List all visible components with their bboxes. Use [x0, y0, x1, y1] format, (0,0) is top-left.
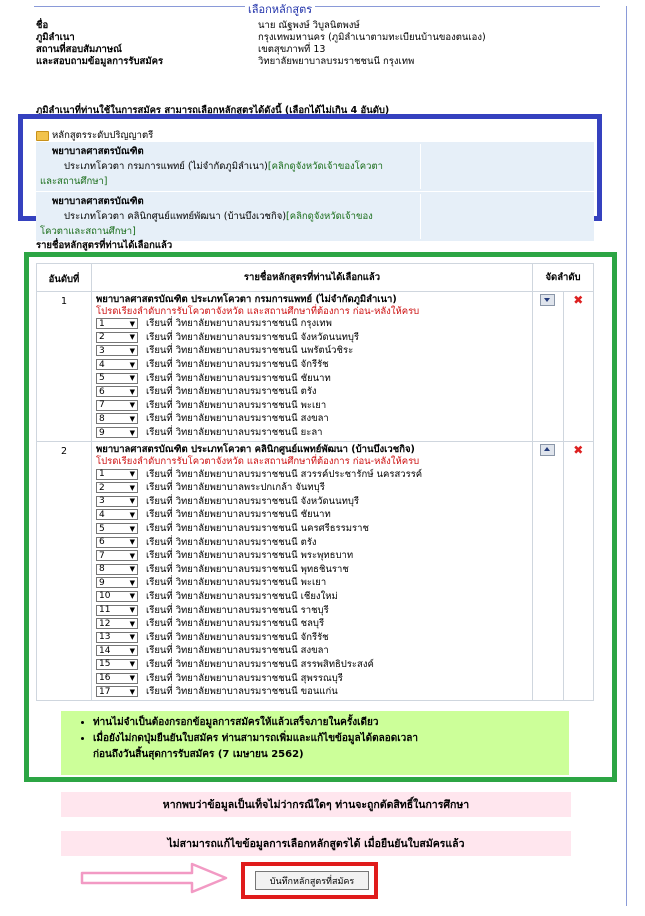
- order-select[interactable]: [96, 413, 138, 424]
- order-select-value: 16: [99, 673, 111, 684]
- college-name: เรียนที่ วิทยาลัยพยาบาลบรมราชชนนี สงขลา: [146, 413, 329, 425]
- available-program-action: [420, 194, 590, 239]
- fieldset-legend: เลือกหลักสูตร: [245, 0, 315, 18]
- note-item: • เมื่อยังไม่กดปุ่มยืนยันใบสมัคร ท่านสามารถเพิ่มและแก้ไขข้อมูลได้ตลอดเวลา: [93, 731, 569, 747]
- order-select[interactable]: [96, 373, 138, 384]
- college-option: [96, 685, 528, 699]
- order-select[interactable]: [96, 577, 138, 588]
- order-select-value: 8: [99, 564, 105, 575]
- chevron-down-icon: ▼: [129, 687, 135, 696]
- choice-detail: [92, 442, 533, 701]
- pointer-arrow-icon: [80, 862, 230, 894]
- college-option: [96, 358, 528, 372]
- college-name: เรียนที่ วิทยาลัยพยาบาลบรมราชชนนี จังหวัดนนทบุรี: [146, 495, 360, 507]
- order-select[interactable]: [96, 427, 138, 438]
- program-quota: ประเภทโควตา กรมการแพทย์ (ไม่จำกัดภูมิลำเนา): [64, 161, 268, 172]
- no-edit-warning: ไม่สามารถแก้ไขข้อมูลการเลือกหลักสูตรได้ เมื่อยืนยันใบสมัครแล้ว: [61, 831, 571, 856]
- program-title: พยาบาลศาสตรบัณฑิต: [52, 146, 144, 157]
- available-program: [36, 142, 594, 192]
- note-item: • ท่านไม่จำเป็นต้องกรอกข้อมูลการสมัครให้แล้วเสร็จภายในครั้งเดียว: [93, 715, 569, 731]
- available-program-info: [40, 144, 420, 189]
- order-select[interactable]: [96, 537, 138, 548]
- college-name: เรียนที่ วิทยาลัยพยาบาลบรมราชชนนี ชลบุรี: [146, 618, 325, 630]
- deadline-note: ก่อนถึงวันสิ้นสุดการรับสมัคร (7 เมษายน 2562): [93, 749, 304, 760]
- chevron-down-icon: ▼: [129, 483, 135, 492]
- order-select-value: 15: [99, 659, 111, 670]
- false-info-warning: หากพบว่าข้อมูลเป็นเท็จไม่ว่ากรณีใดๆ ท่านจะถูกตัดสิทธิ์ในการศึกษา: [61, 792, 571, 817]
- degree-label: หลักสูตรระดับปริญญาตรี: [52, 130, 154, 141]
- order-select-value: 9: [99, 427, 105, 438]
- quota-province-link[interactable]: [คลิกดูจังหวัดเจ้าของ: [286, 211, 373, 222]
- program-desc-cont: [40, 224, 420, 239]
- quota-province-link-cont[interactable]: โควตาและสถานศึกษา]: [40, 226, 136, 237]
- chevron-down-icon: ▼: [129, 374, 135, 383]
- chevron-down-icon: ▼: [129, 538, 135, 547]
- order-select-value: 3: [99, 345, 105, 356]
- info-row-name: [36, 20, 596, 32]
- order-select-value: 3: [99, 496, 105, 507]
- order-select-value: 5: [99, 373, 105, 384]
- order-select[interactable]: [96, 345, 138, 356]
- order-select-value: 5: [99, 523, 105, 534]
- order-select-value: 4: [99, 359, 105, 370]
- available-program: [36, 192, 594, 242]
- college-option: [96, 630, 528, 644]
- college-option: [96, 563, 528, 577]
- college-option: [96, 331, 528, 345]
- chevron-down-icon: ▼: [129, 319, 135, 328]
- college-name: เรียนที่ วิทยาลัยพยาบาลบรมราชชนนี สุพรรณบุรี: [146, 672, 343, 684]
- college-option: [96, 399, 528, 413]
- order-select-value: 13: [99, 632, 111, 643]
- header-name: รายชื่อหลักสูตรที่ท่านได้เลือกแล้ว: [92, 264, 533, 292]
- college-name: เรียนที่ วิทยาลัยพยาบาลบรมราชชนนี นพรัตน์วชิระ: [146, 345, 354, 357]
- college-name: เรียนที่ วิทยาลัยพยาบาลบรมราชชนนี กรุงเทพ: [146, 318, 332, 330]
- order-select[interactable]: [96, 618, 138, 629]
- info-value: เขตสุขภาพที่ 13: [258, 44, 326, 55]
- college-option: [96, 481, 528, 495]
- info-value: กรุงเทพมหานคร (ภูมิลำเนาตามทะเบียนบ้านของตนเอง): [258, 32, 486, 43]
- move-cell: [533, 292, 564, 442]
- order-select-value: 12: [99, 618, 111, 629]
- chevron-down-icon: ▼: [129, 524, 135, 533]
- college-name: เรียนที่ วิทยาลัยพยาบาลพระปกเกล้า จันทบุรี: [146, 482, 325, 494]
- order-select-value: 2: [99, 332, 105, 343]
- chevron-down-icon: ▼: [129, 619, 135, 628]
- college-option: [96, 467, 528, 481]
- chevron-down-icon: ▼: [129, 428, 135, 437]
- chevron-down-icon: ▼: [129, 401, 135, 410]
- college-option: [96, 317, 528, 331]
- delete-cell: [563, 442, 594, 701]
- order-select-value: 10: [99, 591, 111, 602]
- order-select-value: 14: [99, 645, 111, 656]
- quota-province-link-cont[interactable]: และสถานศึกษา]: [40, 176, 108, 187]
- selection-description: ภูมิลำเนาที่ท่านใช้ในการสมัคร สามารถเลือกหลักสูตรได้ดังนี้ (เลือกได้ไม่เกิน 4 อันดับ): [36, 105, 390, 116]
- program-desc-cont: [40, 174, 420, 189]
- college-name: เรียนที่ วิทยาลัยพยาบาลบรมราชชนนี นครศรีธรรมราช: [146, 523, 369, 535]
- college-name: เรียนที่ วิทยาลัยพยาบาลบรมราชชนนี จักรีรัช: [146, 631, 329, 643]
- order-select-value: 9: [99, 577, 105, 588]
- order-select-value: 6: [99, 386, 105, 397]
- college-option: [96, 426, 528, 440]
- college-option: [96, 658, 528, 672]
- college-option: [96, 549, 528, 563]
- available-program-action: [420, 144, 590, 189]
- order-select[interactable]: [96, 673, 138, 684]
- degree-heading: [36, 128, 153, 143]
- choice-program-name: พยาบาลศาสตรบัณฑิต ประเภทโควตา คลินิกศูนย์แพทย์พัฒนา (บ้านบึงเวชกิจ): [96, 444, 415, 456]
- order-select[interactable]: [96, 645, 138, 656]
- college-option: [96, 617, 528, 631]
- chevron-down-icon: ▼: [129, 592, 135, 601]
- order-select[interactable]: [96, 482, 138, 493]
- program-desc: [40, 209, 420, 224]
- choice-rank: 1: [37, 292, 92, 442]
- college-name: เรียนที่ วิทยาลัยพยาบาลบรมราชชนนี พระพุทธบาท: [146, 550, 354, 562]
- college-name: เรียนที่ วิทยาลัยพยาบาลบรมราชชนนี พะเยา: [146, 577, 327, 589]
- order-select[interactable]: [96, 359, 138, 370]
- order-select-value: 4: [99, 509, 105, 520]
- college-name: เรียนที่ วิทยาลัยพยาบาลบรมราชชนนี พะเยา: [146, 399, 327, 411]
- chevron-down-icon: ▼: [129, 346, 135, 355]
- save-programs-button[interactable]: บันทึกหลักสูตรที่สมัคร: [255, 871, 369, 890]
- program-desc: [40, 159, 420, 174]
- available-programs-table: [36, 142, 594, 242]
- header-rank: อันดับที่: [37, 264, 92, 292]
- chevron-down-icon: ▼: [129, 470, 135, 479]
- chevron-down-icon: ▼: [129, 646, 135, 655]
- order-select-value: 17: [99, 686, 111, 697]
- arrow-up-icon: [544, 447, 550, 451]
- info-notes: [61, 711, 569, 775]
- order-select-value: 1: [99, 318, 105, 329]
- move-up-button[interactable]: [540, 444, 555, 456]
- college-option: [96, 522, 528, 536]
- chevron-down-icon: ▼: [129, 414, 135, 423]
- order-select-value: 7: [99, 400, 105, 411]
- selected-list-title: รายชื่อหลักสูตรที่ท่านได้เลือกแล้ว: [36, 240, 173, 251]
- chevron-down-icon: ▼: [129, 333, 135, 342]
- college-name: เรียนที่ วิทยาลัยพยาบาลบรมราชชนนี ตรัง: [146, 536, 317, 548]
- folder-icon: [36, 131, 49, 141]
- available-program-info: [40, 194, 420, 239]
- info-row-contact: [36, 56, 596, 68]
- delete-icon[interactable]: ✖: [573, 443, 584, 458]
- college-name: เรียนที่ วิทยาลัยพยาบาลบรมราชชนนี เชียงใหม่: [146, 590, 338, 602]
- chevron-down-icon: ▼: [129, 565, 135, 574]
- order-instruction: โปรดเรียงลำดับการรับโควตาจังหวัด และสถานศึกษาที่ต้องการ ก่อน-หลังให้ครบ: [96, 306, 420, 317]
- info-row-exam-place: [36, 44, 596, 56]
- college-name: เรียนที่ วิทยาลัยพยาบาลบรมราชชนนี ยะลา: [146, 427, 323, 439]
- table-header-row: [37, 264, 594, 292]
- order-select-value: 8: [99, 413, 105, 424]
- order-select-value: 7: [99, 550, 105, 561]
- selected-programs-table: [36, 263, 594, 701]
- program-quota: ประเภทโควตา คลินิกศูนย์แพทย์พัฒนา (บ้านบึงเวชกิจ): [64, 211, 287, 222]
- info-label: ภูมิลำเนา: [36, 32, 75, 43]
- chevron-down-icon: ▼: [129, 633, 135, 642]
- college-name: เรียนที่ วิทยาลัยพยาบาลบรมราชชนนี สรรพสิทธิประสงค์: [146, 658, 374, 670]
- choice-rank: 2: [37, 442, 92, 701]
- chevron-down-icon: ▼: [129, 660, 135, 669]
- fieldset-border: [34, 6, 600, 7]
- chevron-down-icon: ▼: [129, 510, 135, 519]
- college-option: [96, 535, 528, 549]
- college-name: เรียนที่ วิทยาลัยพยาบาลบรมราชชนนี จังหวัดนนทบุรี: [146, 331, 360, 343]
- college-name: เรียนที่ วิทยาลัยพยาบาลบรมราชชนนี ราชบุรี: [146, 604, 329, 616]
- delete-cell: [563, 292, 594, 442]
- table-row: [37, 442, 594, 701]
- order-select[interactable]: [96, 509, 138, 520]
- move-cell: [533, 442, 564, 701]
- college-option: [96, 412, 528, 426]
- college-name: เรียนที่ วิทยาลัยพยาบาลบรมราชชนนี สวรรค์ประชารักษ์ นครสวรรค์: [146, 468, 423, 480]
- college-name: เรียนที่ วิทยาลัยพยาบาลบรมราชชนนี สงขลา: [146, 645, 329, 657]
- chevron-down-icon: ▼: [129, 387, 135, 396]
- order-select[interactable]: [96, 332, 138, 343]
- order-select[interactable]: [96, 318, 138, 329]
- order-select[interactable]: [96, 550, 138, 561]
- order-select[interactable]: [96, 496, 138, 507]
- table-row: [37, 292, 594, 442]
- college-name: เรียนที่ วิทยาลัยพยาบาลบรมราชชนนี ตรัง: [146, 386, 317, 398]
- college-name: เรียนที่ วิทยาลัยพยาบาลบรมราชชนนี ชัยนาท: [146, 509, 331, 521]
- college-option: [96, 644, 528, 658]
- college-name: เรียนที่ วิทยาลัยพยาบาลบรมราชชนนี ขอนแก่น: [146, 686, 338, 698]
- info-label: สถานที่สอบสัมภาษณ์: [36, 44, 122, 55]
- info-value: วิทยาลัยพยาบาลบรมราชชนนี กรุงเทพ: [258, 56, 415, 67]
- order-select[interactable]: [96, 686, 138, 697]
- order-select[interactable]: [96, 591, 138, 602]
- order-select-value: 11: [99, 605, 111, 616]
- program-title: พยาบาลศาสตรบัณฑิต: [52, 196, 144, 207]
- college-option: [96, 508, 528, 522]
- header-order: จัดลำดับ: [533, 264, 594, 292]
- college-option: [96, 495, 528, 509]
- quota-province-link[interactable]: [คลิกดูจังหวัดเจ้าของโควตา: [267, 161, 383, 172]
- choice-detail: [92, 292, 533, 442]
- order-select[interactable]: [96, 564, 138, 575]
- info-label: ชื่อ: [36, 20, 49, 31]
- move-down-button[interactable]: [540, 294, 555, 306]
- college-name: เรียนที่ วิทยาลัยพยาบาลบรมราชชนนี ชัยนาท: [146, 372, 331, 384]
- fieldset-border-right: [626, 6, 627, 906]
- chevron-down-icon: ▼: [129, 360, 135, 369]
- order-instruction: โปรดเรียงลำดับการรับโควตาจังหวัด และสถานศึกษาที่ต้องการ ก่อน-หลังให้ครบ: [96, 456, 420, 468]
- college-option: [96, 603, 528, 617]
- info-row-domicile: [36, 32, 596, 44]
- order-select-value: 6: [99, 537, 105, 548]
- chevron-down-icon: ▼: [129, 606, 135, 615]
- college-option: [96, 576, 528, 590]
- order-select[interactable]: [96, 523, 138, 534]
- college-option: [96, 671, 528, 685]
- order-select[interactable]: [96, 469, 138, 480]
- college-name: เรียนที่ วิทยาลัยพยาบาลบรมราชชนนี พุทธชินราช: [146, 563, 349, 575]
- college-option: [96, 371, 528, 385]
- info-value: นาย ณัฐพงษ์ วิบูลนิตพงษ์: [258, 20, 360, 31]
- college-name: เรียนที่ วิทยาลัยพยาบาลบรมราชชนนี จักรีรัช: [146, 359, 329, 371]
- chevron-down-icon: ▼: [129, 497, 135, 506]
- order-select[interactable]: [96, 605, 138, 616]
- chevron-down-icon: ▼: [129, 578, 135, 587]
- choice-program-name: พยาบาลศาสตรบัณฑิต ประเภทโควตา กรมการแพทย์ (ไม่จำกัดภูมิลำเนา): [96, 294, 397, 305]
- delete-icon[interactable]: ✖: [573, 293, 584, 307]
- applicant-info: [36, 20, 596, 68]
- order-select[interactable]: [96, 659, 138, 670]
- order-select[interactable]: [96, 400, 138, 411]
- college-option: [96, 590, 528, 604]
- info-label: และสอบถามข้อมูลการรับสมัคร: [36, 56, 164, 67]
- order-select-value: 1: [99, 469, 105, 480]
- chevron-down-icon: ▼: [129, 551, 135, 560]
- notes-list: [79, 715, 569, 747]
- order-select[interactable]: [96, 386, 138, 397]
- chevron-down-icon: ▼: [129, 674, 135, 683]
- college-option: [96, 385, 528, 399]
- order-select-value: 2: [99, 482, 105, 493]
- arrow-down-icon: [544, 298, 550, 302]
- order-select[interactable]: [96, 632, 138, 643]
- college-option: [96, 344, 528, 358]
